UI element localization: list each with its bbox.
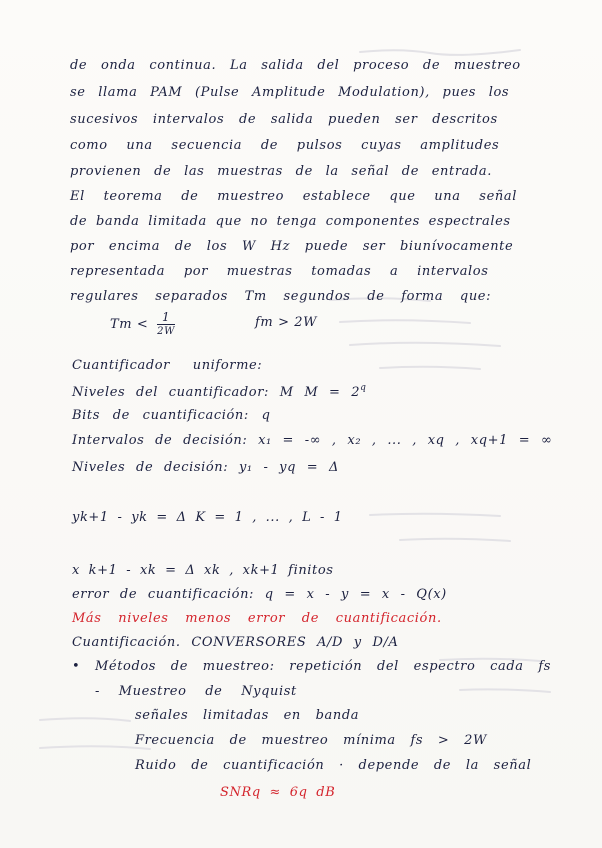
equation: yk+1 - yk = Δ K = 1 , ... , L - 1 xyxy=(72,510,343,525)
text-line: sucesivos intervalos de salida pueden ser descritos xyxy=(70,112,498,127)
text-line: error de cuantificación: q = x - y = x - Q(x) xyxy=(72,587,447,602)
fraction: $\frac{1}{2W}$ xyxy=(157,310,176,337)
text-line: Bits de cuantificación: q xyxy=(72,408,271,423)
text-line: representada por muestras tomadas a intervalos xyxy=(70,264,489,279)
formula-tm: Tm < $\frac{1}{2W}$ xyxy=(110,310,176,337)
section-title: Cuantificador uniforme: xyxy=(72,358,263,373)
highlight-note: Más niveles menos error de cuantificación. xyxy=(72,611,442,626)
text-line: Intervalos de decisión: x₁ = -∞ , x₂ , ... , xq , xq+1 = ∞ xyxy=(72,433,553,448)
formula-fm: fm > 2W xyxy=(255,315,318,330)
bullet-item: • Métodos de muestreo: repetición del espectro cada fs xyxy=(72,659,552,674)
text-line: señales limitadas en banda xyxy=(135,708,360,723)
text-line: regulares separados Tm segundos de forma que: xyxy=(70,289,492,304)
text-line: Niveles de decisión: y₁ - yq = Δ xyxy=(72,460,339,475)
text-line: de banda limitada que no tenga componentes espectrales xyxy=(70,214,511,229)
snr-formula: SNRq ≈ 6q dB xyxy=(220,785,336,800)
text-line: Niveles del cuantificador: M $M = 2^q$ xyxy=(72,383,367,400)
text-line: de onda continua. La salida del proceso de muestreo xyxy=(70,58,521,73)
equation: x k+1 - xk = Δ xk , xk+1 finitos xyxy=(72,563,334,578)
text-line: El teorema de muestreo establece que una señal xyxy=(70,189,517,204)
text-line: Frecuencia de muestreo mínima fs > 2W xyxy=(135,733,487,748)
sub-item: - Muestreo de Nyquist xyxy=(95,684,297,699)
text-line: Cuantificación. CONVERSORES A/D y D/A xyxy=(72,635,399,650)
text-line: provienen de las muestras de la señal de entrada. xyxy=(70,164,493,179)
text-line: se llama PAM (Pulse Amplitude Modulation), pues los xyxy=(70,85,510,100)
text-line: por encima de los W Hz puede ser biunívocamente xyxy=(70,239,514,254)
text-line: como una secuencia de pulsos cuyas amplitudes xyxy=(70,138,500,153)
text-line: Ruido de cuantificación · depende de la señal xyxy=(135,758,532,773)
